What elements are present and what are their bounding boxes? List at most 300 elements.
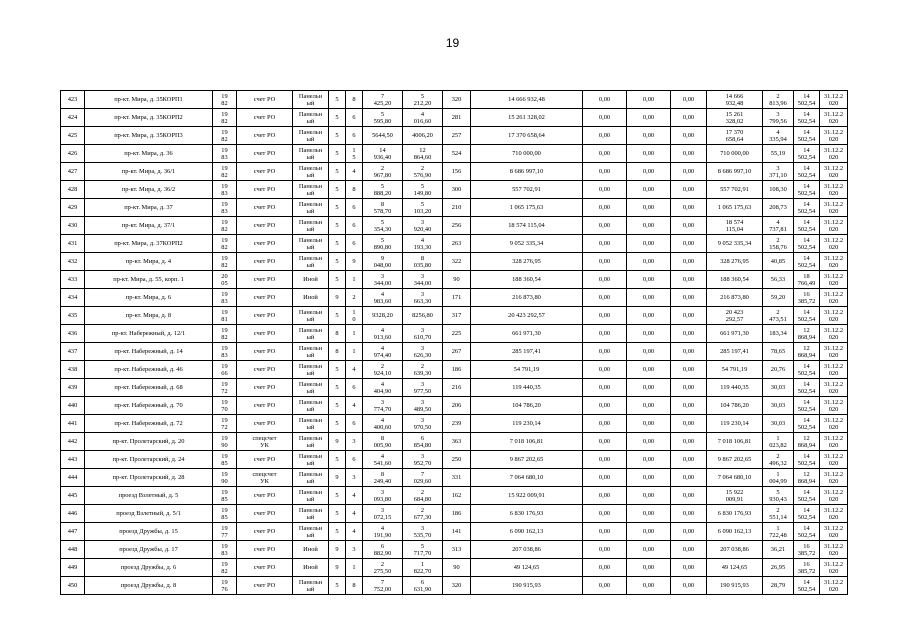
cell-fund-method: счет РО <box>237 145 293 163</box>
cell-max-cost-per-sqm: 14 502,54 <box>794 415 820 433</box>
cell-address: проезд Дружбы, д. 17 <box>85 541 213 559</box>
cell-cost-local: 0,00 <box>671 109 707 127</box>
cell-floors: 5 <box>329 487 346 505</box>
cell-cost-owners: 119 440,35 <box>707 379 763 397</box>
cell-cost-owners: 49 124,65 <box>707 559 763 577</box>
cell-floors: 5 <box>329 199 346 217</box>
table-row <box>61 127 848 145</box>
cell-living-area: 3 970,50 <box>403 415 443 433</box>
table-row <box>61 523 848 541</box>
cell-total-cost: 557 702,91 <box>471 181 583 199</box>
cell-address: пр-кт. Набережный, д. 70 <box>85 397 213 415</box>
cell-wall-material: Панельн ый <box>293 379 329 397</box>
cell-living-area: 5 717,70 <box>403 541 443 559</box>
cell-residents: 257 <box>443 127 471 145</box>
cell-row-number: 448 <box>61 541 85 559</box>
cell-max-cost-per-sqm: 14 502,54 <box>794 451 820 469</box>
cell-cost-local: 0,00 <box>671 487 707 505</box>
cell-cost-federal: 0,00 <box>583 109 627 127</box>
cell-cost-owners: 1 065 175,63 <box>707 199 763 217</box>
cell-living-area: 5 149,80 <box>403 181 443 199</box>
cell-cost-per-sqm: 26,95 <box>763 559 794 577</box>
cell-living-area: 3 663,30 <box>403 289 443 307</box>
cell-total-cost: 7 064 680,10 <box>471 469 583 487</box>
table-row <box>61 181 848 199</box>
cell-max-cost-per-sqm: 14 502,54 <box>794 127 820 145</box>
cell-total-cost: 14 666 932,48 <box>471 91 583 109</box>
cell-total-cost: 188 360,54 <box>471 271 583 289</box>
cell-build-year: 19 85 <box>213 451 237 469</box>
cell-wall-material: Иной <box>293 271 329 289</box>
cell-cost-federal: 0,00 <box>583 487 627 505</box>
cell-max-cost-per-sqm: 14 502,54 <box>794 487 820 505</box>
cell-deadline: 31.12.2 020 <box>820 523 848 541</box>
cell-cost-local: 0,00 <box>671 289 707 307</box>
cell-cost-regional: 0,00 <box>627 433 671 451</box>
cell-build-year: 19 70 <box>213 397 237 415</box>
table-row <box>61 235 848 253</box>
cell-living-area: 7 029,60 <box>403 469 443 487</box>
cell-cost-local: 0,00 <box>671 307 707 325</box>
cell-floors: 5 <box>329 91 346 109</box>
cell-cost-local: 0,00 <box>671 163 707 181</box>
cell-wall-material: Иной <box>293 541 329 559</box>
cell-cost-per-sqm: 1 004,99 <box>763 469 794 487</box>
cell-deadline: 31.12.2 020 <box>820 199 848 217</box>
cell-row-number: 426 <box>61 145 85 163</box>
cell-fund-method: счет РО <box>237 361 293 379</box>
cell-cost-regional: 0,00 <box>627 523 671 541</box>
cell-address: проезд Взлетный, д. 5/1 <box>85 505 213 523</box>
cell-living-area: 8256,80 <box>403 307 443 325</box>
cell-total-cost: 119 440,35 <box>471 379 583 397</box>
cell-max-cost-per-sqm: 14 502,54 <box>794 163 820 181</box>
cell-entrances: 4 <box>346 397 363 415</box>
cell-living-area: 3 977,50 <box>403 379 443 397</box>
cell-floors: 9 <box>329 289 346 307</box>
cell-cost-federal: 0,00 <box>583 541 627 559</box>
cell-living-area: 2 576,90 <box>403 163 443 181</box>
cell-residents: 90 <box>443 559 471 577</box>
cell-max-cost-per-sqm: 14 502,54 <box>794 181 820 199</box>
cell-wall-material: Панельн ый <box>293 469 329 487</box>
table-row <box>61 325 848 343</box>
cell-fund-method: счет РО <box>237 379 293 397</box>
cell-row-number: 429 <box>61 199 85 217</box>
cell-max-cost-per-sqm: 14 502,54 <box>794 577 820 595</box>
cell-cost-federal: 0,00 <box>583 379 627 397</box>
cell-deadline: 31.12.2 020 <box>820 577 848 595</box>
cell-entrances: 1 <box>346 559 363 577</box>
cell-floors: 5 <box>329 505 346 523</box>
cell-cost-per-sqm: 4 737,81 <box>763 217 794 235</box>
cell-max-cost-per-sqm: 14 502,54 <box>794 397 820 415</box>
cell-entrances: 4 <box>346 163 363 181</box>
table-row <box>61 415 848 433</box>
cell-build-year: 19 83 <box>213 199 237 217</box>
cell-residents: 267 <box>443 343 471 361</box>
cell-total-cost: 710 000,00 <box>471 145 583 163</box>
cell-cost-per-sqm: 2 813,96 <box>763 91 794 109</box>
cell-floors: 5 <box>329 271 346 289</box>
cell-cost-owners: 188 360,54 <box>707 271 763 289</box>
cell-cost-owners: 8 686 997,10 <box>707 163 763 181</box>
cell-entrances: 4 <box>346 523 363 541</box>
cell-cost-owners: 661 971,30 <box>707 325 763 343</box>
cell-cost-owners: 119 230,14 <box>707 415 763 433</box>
cell-cost-per-sqm: 78,65 <box>763 343 794 361</box>
cell-row-number: 436 <box>61 325 85 343</box>
cell-deadline: 31.12.2 020 <box>820 217 848 235</box>
cell-build-year: 19 83 <box>213 343 237 361</box>
cell-total-area: 5 354,30 <box>363 217 403 235</box>
cell-max-cost-per-sqm: 14 502,54 <box>794 235 820 253</box>
cell-row-number: 444 <box>61 469 85 487</box>
cell-total-cost: 6 830 176,93 <box>471 505 583 523</box>
cell-deadline: 31.12.2 020 <box>820 433 848 451</box>
cell-fund-method: счет РО <box>237 109 293 127</box>
cell-residents: 320 <box>443 91 471 109</box>
cell-total-area: 9 048,00 <box>363 253 403 271</box>
table-row <box>61 145 848 163</box>
cell-wall-material: Панельн ый <box>293 145 329 163</box>
table-row <box>61 343 848 361</box>
cell-address: пр-кт. Пролетарский, д. 20 <box>85 433 213 451</box>
cell-wall-material: Панельн ый <box>293 199 329 217</box>
cell-living-area: 8 035,80 <box>403 253 443 271</box>
cell-address: пр-кт. Мира, д. 37/1 <box>85 217 213 235</box>
table-row <box>61 559 848 577</box>
cell-deadline: 31.12.2 020 <box>820 559 848 577</box>
cell-entrances: 1 <box>346 271 363 289</box>
cell-total-area: 4 191,90 <box>363 523 403 541</box>
cell-row-number: 433 <box>61 271 85 289</box>
cell-entrances: 2 <box>346 289 363 307</box>
cell-address: проезд Взлетный, д. 5 <box>85 487 213 505</box>
cell-cost-federal: 0,00 <box>583 361 627 379</box>
cell-floors: 5 <box>329 307 346 325</box>
cell-living-area: 3 952,70 <box>403 451 443 469</box>
cell-total-area: 14 936,40 <box>363 145 403 163</box>
table-row <box>61 163 848 181</box>
cell-cost-regional: 0,00 <box>627 145 671 163</box>
cell-wall-material: Панельн ый <box>293 235 329 253</box>
cell-entrances: 4 <box>346 505 363 523</box>
cell-row-number: 446 <box>61 505 85 523</box>
cell-cost-local: 0,00 <box>671 325 707 343</box>
cell-build-year: 19 77 <box>213 523 237 541</box>
table-row <box>61 469 848 487</box>
cell-row-number: 438 <box>61 361 85 379</box>
cell-row-number: 447 <box>61 523 85 541</box>
cell-cost-federal: 0,00 <box>583 523 627 541</box>
cell-fund-method: счет РО <box>237 217 293 235</box>
cell-living-area: 2 639,30 <box>403 361 443 379</box>
cell-residents: 313 <box>443 541 471 559</box>
cell-total-cost: 661 971,30 <box>471 325 583 343</box>
cell-entrances: 6 <box>346 451 363 469</box>
cell-build-year: 19 90 <box>213 433 237 451</box>
cell-floors: 5 <box>329 253 346 271</box>
cell-floors: 8 <box>329 343 346 361</box>
cell-cost-regional: 0,00 <box>627 379 671 397</box>
cell-entrances: 9 <box>346 253 363 271</box>
cell-floors: 5 <box>329 163 346 181</box>
cell-cost-federal: 0,00 <box>583 181 627 199</box>
cell-build-year: 20 05 <box>213 271 237 289</box>
cell-address: пр-кт. Набережный, д. 14 <box>85 343 213 361</box>
cell-build-year: 19 72 <box>213 415 237 433</box>
cell-fund-method: спецсчет УК <box>237 433 293 451</box>
cell-cost-owners: 18 574 115,04 <box>707 217 763 235</box>
cell-address: пр-кт. Мира, д. 37КОРП2 <box>85 235 213 253</box>
cell-total-area: 4 400,60 <box>363 415 403 433</box>
cell-cost-owners: 6 830 176,93 <box>707 505 763 523</box>
cell-build-year: 19 82 <box>213 253 237 271</box>
cell-floors: 5 <box>329 145 346 163</box>
cell-max-cost-per-sqm: 14 502,54 <box>794 523 820 541</box>
cell-living-area: 4 193,30 <box>403 235 443 253</box>
cell-entrances: 6 <box>346 199 363 217</box>
cell-floors: 5 <box>329 217 346 235</box>
cell-cost-local: 0,00 <box>671 505 707 523</box>
cell-total-area: 4 404,90 <box>363 379 403 397</box>
cell-cost-per-sqm: 2 158,76 <box>763 235 794 253</box>
cell-total-area: 6 882,90 <box>363 541 403 559</box>
cell-address: пр-кт. Мира, д. 36 <box>85 145 213 163</box>
cell-address: пр-кт. Набережный, д. 68 <box>85 379 213 397</box>
cell-floors: 5 <box>329 523 346 541</box>
cell-wall-material: Панельн ый <box>293 217 329 235</box>
cell-cost-per-sqm: 2 496,32 <box>763 451 794 469</box>
cell-row-number: 427 <box>61 163 85 181</box>
table-row <box>61 289 848 307</box>
cell-build-year: 19 81 <box>213 307 237 325</box>
cell-residents: 206 <box>443 397 471 415</box>
cell-cost-per-sqm: 59,20 <box>763 289 794 307</box>
cell-residents: 322 <box>443 253 471 271</box>
cell-entrances: 8 <box>346 91 363 109</box>
cell-living-area: 6 631,90 <box>403 577 443 595</box>
cell-max-cost-per-sqm: 16 385,72 <box>794 289 820 307</box>
cell-fund-method: счет РО <box>237 271 293 289</box>
cell-cost-federal: 0,00 <box>583 235 627 253</box>
cell-total-area: 4 974,40 <box>363 343 403 361</box>
cell-living-area: 2 677,30 <box>403 505 443 523</box>
cell-cost-per-sqm: 40,85 <box>763 253 794 271</box>
cell-total-area: 8 578,70 <box>363 199 403 217</box>
cell-cost-owners: 328 276,95 <box>707 253 763 271</box>
cell-floors: 9 <box>329 433 346 451</box>
cell-residents: 363 <box>443 433 471 451</box>
cell-row-number: 428 <box>61 181 85 199</box>
cell-total-cost: 9 867 202,65 <box>471 451 583 469</box>
cell-cost-regional: 0,00 <box>627 343 671 361</box>
cell-total-cost: 49 124,65 <box>471 559 583 577</box>
cell-deadline: 31.12.2 020 <box>820 91 848 109</box>
cell-cost-local: 0,00 <box>671 415 707 433</box>
table-row <box>61 577 848 595</box>
cell-wall-material: Панельн ый <box>293 397 329 415</box>
cell-cost-local: 0,00 <box>671 433 707 451</box>
cell-deadline: 31.12.2 020 <box>820 451 848 469</box>
cell-cost-local: 0,00 <box>671 379 707 397</box>
cell-row-number: 431 <box>61 235 85 253</box>
cell-cost-owners: 207 038,86 <box>707 541 763 559</box>
cell-living-area: 3 626,30 <box>403 343 443 361</box>
cell-total-cost: 17 370 658,64 <box>471 127 583 145</box>
cell-row-number: 423 <box>61 91 85 109</box>
cell-wall-material: Панельн ый <box>293 343 329 361</box>
cell-max-cost-per-sqm: 14 502,54 <box>794 109 820 127</box>
cell-row-number: 450 <box>61 577 85 595</box>
cell-wall-material: Панельн ый <box>293 253 329 271</box>
cell-cost-local: 0,00 <box>671 577 707 595</box>
cell-build-year: 19 85 <box>213 505 237 523</box>
cell-cost-local: 0,00 <box>671 397 707 415</box>
cell-address: пр-кт. Набережный, д. 46 <box>85 361 213 379</box>
cell-cost-owners: 14 666 932,48 <box>707 91 763 109</box>
table-row <box>61 217 848 235</box>
cell-cost-per-sqm: 4 335,94 <box>763 127 794 145</box>
cell-cost-regional: 0,00 <box>627 199 671 217</box>
cell-residents: 256 <box>443 217 471 235</box>
cell-fund-method: счет РО <box>237 325 293 343</box>
cell-deadline: 31.12.2 020 <box>820 289 848 307</box>
cell-deadline: 31.12.2 020 <box>820 343 848 361</box>
cell-floors: 8 <box>329 325 346 343</box>
cell-total-cost: 15 922 009,91 <box>471 487 583 505</box>
cell-build-year: 19 90 <box>213 469 237 487</box>
cell-cost-federal: 0,00 <box>583 325 627 343</box>
cell-entrances: 4 <box>346 361 363 379</box>
cell-cost-federal: 0,00 <box>583 91 627 109</box>
cell-fund-method: счет РО <box>237 91 293 109</box>
cell-entrances: 6 <box>346 379 363 397</box>
cell-cost-owners: 17 370 658,64 <box>707 127 763 145</box>
cell-build-year: 19 66 <box>213 361 237 379</box>
cell-total-area: 7 752,00 <box>363 577 403 595</box>
cell-entrances: 6 <box>346 127 363 145</box>
cell-floors: 5 <box>329 109 346 127</box>
cell-address: пр-кт. Мира, д. 6 <box>85 289 213 307</box>
cell-cost-regional: 0,00 <box>627 487 671 505</box>
cell-build-year: 19 82 <box>213 217 237 235</box>
cell-wall-material: Панельн ый <box>293 451 329 469</box>
cell-cost-per-sqm: 108,30 <box>763 181 794 199</box>
cell-cost-owners: 20 423 292,57 <box>707 307 763 325</box>
cell-cost-local: 0,00 <box>671 145 707 163</box>
cell-residents: 186 <box>443 505 471 523</box>
cell-wall-material: Панельн ый <box>293 505 329 523</box>
cell-wall-material: Панельн ый <box>293 163 329 181</box>
cell-cost-regional: 0,00 <box>627 325 671 343</box>
cell-residents: 524 <box>443 145 471 163</box>
cell-living-area: 5 103,20 <box>403 199 443 217</box>
cell-cost-per-sqm: 5 930,43 <box>763 487 794 505</box>
cell-entrances: 6 <box>346 235 363 253</box>
cell-residents: 239 <box>443 415 471 433</box>
cell-cost-owners: 15 922 009,91 <box>707 487 763 505</box>
cell-build-year: 19 85 <box>213 487 237 505</box>
cell-cost-regional: 0,00 <box>627 415 671 433</box>
cell-fund-method: счет РО <box>237 397 293 415</box>
cell-cost-per-sqm: 208,73 <box>763 199 794 217</box>
cell-fund-method: счет РО <box>237 163 293 181</box>
cell-total-cost: 328 276,95 <box>471 253 583 271</box>
cell-cost-regional: 0,00 <box>627 397 671 415</box>
cell-address: пр-кт. Мира, д. 36/1 <box>85 163 213 181</box>
cell-deadline: 31.12.2 020 <box>820 487 848 505</box>
cell-cost-regional: 0,00 <box>627 235 671 253</box>
cell-fund-method: счет РО <box>237 199 293 217</box>
cell-total-area: 2 924,10 <box>363 361 403 379</box>
cell-living-area: 3 610,70 <box>403 325 443 343</box>
cell-address: пр-кт. Мира, д. 37 <box>85 199 213 217</box>
cell-cost-per-sqm: 3 799,56 <box>763 109 794 127</box>
cell-cost-federal: 0,00 <box>583 469 627 487</box>
cell-total-area: 2 275,50 <box>363 559 403 577</box>
cell-total-area: 3 344,00 <box>363 271 403 289</box>
cell-total-cost: 1 065 175,63 <box>471 199 583 217</box>
cell-fund-method: счет РО <box>237 577 293 595</box>
table-row <box>61 379 848 397</box>
cell-floors: 5 <box>329 127 346 145</box>
cell-cost-federal: 0,00 <box>583 505 627 523</box>
cell-living-area: 3 920,40 <box>403 217 443 235</box>
cell-total-area: 2 967,80 <box>363 163 403 181</box>
cell-address: пр-кт. Пролетарский, д. 24 <box>85 451 213 469</box>
table-row <box>61 505 848 523</box>
cell-living-area: 6 854,80 <box>403 433 443 451</box>
table-row <box>61 91 848 109</box>
cell-floors: 5 <box>329 379 346 397</box>
table-row <box>61 487 848 505</box>
cell-max-cost-per-sqm: 14 502,54 <box>794 199 820 217</box>
cell-wall-material: Панельн ый <box>293 307 329 325</box>
cell-address: пр-кт. Мира, д. 36/2 <box>85 181 213 199</box>
cell-entrances: 3 <box>346 469 363 487</box>
cell-total-cost: 6 090 162,13 <box>471 523 583 541</box>
cell-max-cost-per-sqm: 12 868,94 <box>794 325 820 343</box>
cell-deadline: 31.12.2 020 <box>820 127 848 145</box>
cell-total-cost: 9 052 335,34 <box>471 235 583 253</box>
cell-cost-local: 0,00 <box>671 361 707 379</box>
cell-total-area: 3 072,15 <box>363 505 403 523</box>
cell-cost-local: 0,00 <box>671 91 707 109</box>
cell-fund-method: спецсчет УК <box>237 469 293 487</box>
cell-row-number: 425 <box>61 127 85 145</box>
cell-entrances: 1 5 <box>346 145 363 163</box>
cell-total-area: 4 983,60 <box>363 289 403 307</box>
cell-row-number: 449 <box>61 559 85 577</box>
cell-cost-owners: 7 064 680,10 <box>707 469 763 487</box>
cell-residents: 300 <box>443 181 471 199</box>
cell-row-number: 445 <box>61 487 85 505</box>
cell-cost-federal: 0,00 <box>583 253 627 271</box>
housing-register-table <box>60 90 848 595</box>
cell-floors: 5 <box>329 181 346 199</box>
cell-row-number: 441 <box>61 415 85 433</box>
cell-cost-local: 0,00 <box>671 253 707 271</box>
cell-build-year: 19 83 <box>213 145 237 163</box>
cell-living-area: 3 535,70 <box>403 523 443 541</box>
cell-cost-federal: 0,00 <box>583 163 627 181</box>
cell-deadline: 31.12.2 020 <box>820 181 848 199</box>
cell-build-year: 19 82 <box>213 91 237 109</box>
table-row <box>61 307 848 325</box>
cell-cost-local: 0,00 <box>671 559 707 577</box>
